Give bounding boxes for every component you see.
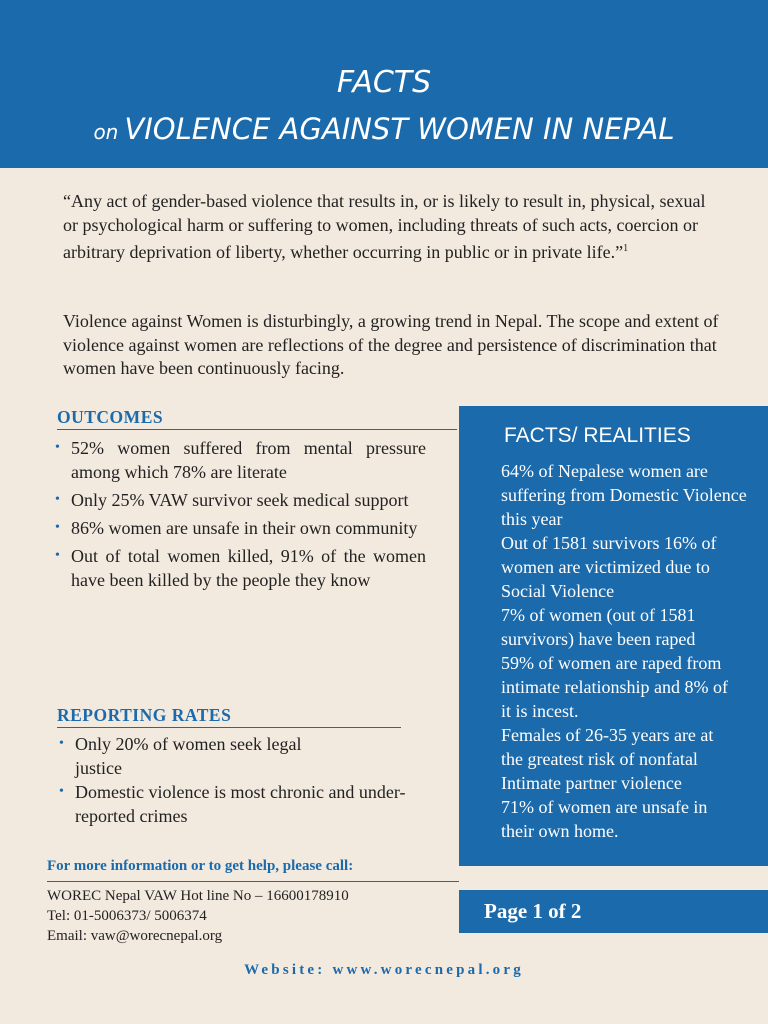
email-text: Email: vaw@worecnepal.org	[47, 928, 223, 944]
list-item: • Out of total women killed, 91% of the women have been killed by the people they know	[53, 544, 426, 592]
title-violence: VIOLENCE AGAINST WOMEN IN NEPAL	[124, 112, 675, 146]
intro-paragraph: Violence against Women is disturbingly, a growing trend in Nepal. The scope and extent of violence against women are reflections of the degree and persistence of discrimination that women have been continuously facing.	[63, 311, 719, 378]
page-label: Page 1 of 2	[484, 899, 582, 923]
title-on: on	[93, 120, 119, 144]
facts-list	[483, 459, 768, 843]
tel-text: Tel: 01-5006373/ 5006374	[47, 908, 207, 924]
facts-heading: FACTS/ REALITIES	[504, 424, 691, 447]
list-item: • 59% of women are raped from intimate relationship and 8% of it is incest.	[483, 651, 736, 723]
title-main	[0, 112, 768, 146]
intro-quote	[63, 190, 719, 265]
list-item: • Domestic violence is most chronic and under-reported crimes	[57, 780, 407, 828]
website-link[interactable]: Website: www.worecnepal.org	[244, 962, 524, 978]
reporting-heading: REPORTING RATES	[57, 705, 401, 728]
list-item: • 7% of women (out of 1581 survivors) have been raped	[483, 603, 749, 651]
list-item: • 64% of Nepalese women are suffering from Domestic Violence this year	[483, 459, 751, 531]
header-banner	[0, 0, 768, 168]
contact-block	[47, 886, 349, 946]
list-item: • 52% women suffered from mental pressure among which 78% are literate	[53, 436, 426, 484]
hotline-text: WOREC Nepal VAW Hot line No – 16600178910	[47, 888, 349, 904]
list-item: • Out of 1581 survivors 16% of women are victimized due to Social Violence	[483, 531, 743, 603]
list-item: • Females of 26-35 years are at the greatest risk of nonfatal Intimate partner violence	[483, 723, 729, 795]
list-item: • Only 25% VAW survivor seek medical support	[53, 488, 426, 512]
title-facts: FACTS	[336, 65, 432, 100]
list-item: • 71% of women are unsafe in their own home.	[483, 795, 731, 843]
intro-quote-text: “Any act of gender-based violence that results in, or is likely to result in, physical, sexual or psychological harm or suffering to women, including threats of such acts, coercion or arbitrary deprivation of liberty, whether occurring in public or in private life.”	[63, 191, 706, 262]
outcomes-list	[53, 436, 426, 596]
divider	[47, 881, 459, 882]
list-item: • 86% women are unsafe in their own community	[53, 516, 426, 540]
help-heading: For more information or to get help, please call:	[47, 858, 354, 874]
facts-panel	[459, 406, 768, 866]
list-item: • Only 20% of women seek legal justice	[57, 732, 335, 780]
page-indicator	[459, 890, 768, 933]
footnote-marker: 1	[623, 243, 629, 254]
reporting-list	[57, 732, 407, 828]
outcomes-heading: OUTCOMES	[57, 407, 457, 430]
